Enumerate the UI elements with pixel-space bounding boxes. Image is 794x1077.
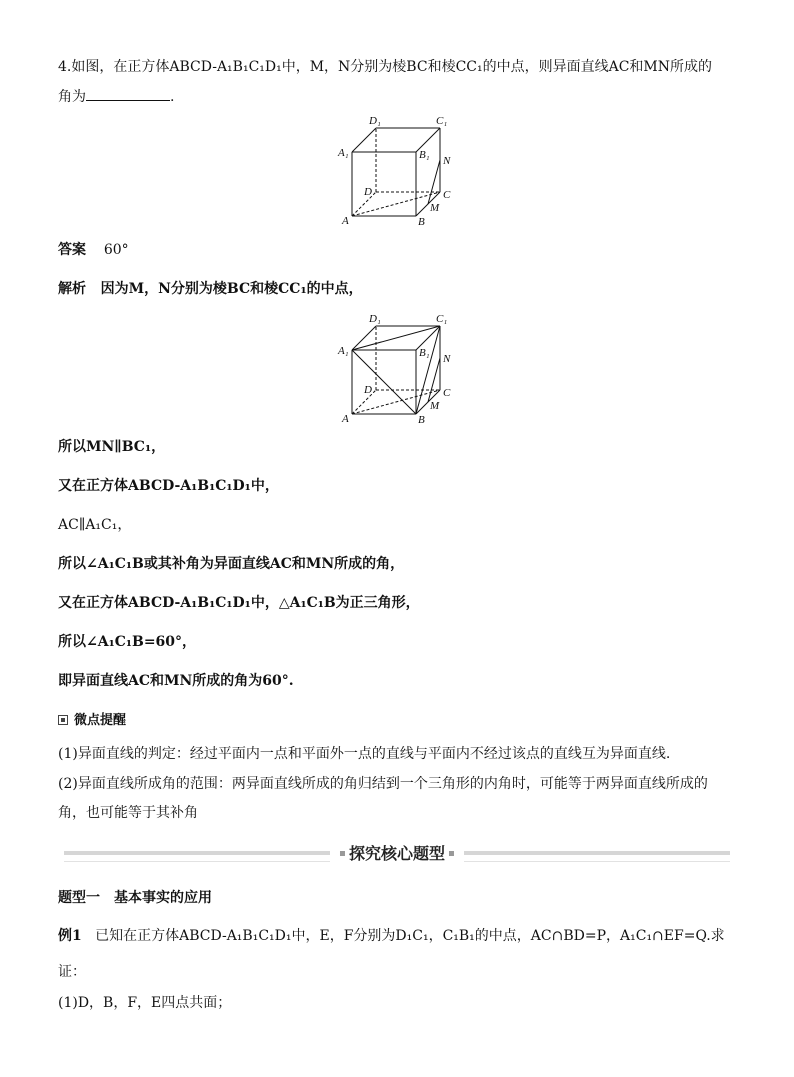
tip-icon: [58, 715, 68, 725]
problem-prefix: 角为: [58, 89, 86, 105]
tip-title: 微点提醒: [74, 713, 127, 728]
cube-figure-1: [336, 112, 460, 228]
label-B1: B₁: [419, 149, 430, 161]
label-A1: A₁: [338, 345, 349, 357]
analysis-text-1: 因为M，N分别为棱BC和棱CC₁的中点，: [100, 281, 363, 297]
example-line-2: 证：: [58, 964, 86, 980]
analysis-label: 解析: [58, 281, 86, 297]
label-D1: D₁: [369, 115, 381, 127]
analysis-line-2: 所以MN∥BC₁，: [58, 439, 166, 455]
example-label: 例1: [58, 928, 82, 944]
label-C: C: [443, 189, 451, 201]
answer-value: 60°: [103, 242, 129, 258]
label-B: B: [418, 414, 425, 426]
analysis-line-7: 所以∠A₁C₁B=60°，: [58, 634, 197, 650]
label-D: D: [364, 384, 372, 396]
banner-dot-right: [449, 851, 454, 856]
label-N: N: [443, 353, 451, 365]
tip-heading: [58, 711, 748, 731]
problem-line-2: [58, 86, 748, 107]
analysis-line-1: [58, 279, 748, 299]
label-M: M: [430, 202, 440, 214]
banner-dot-left: [340, 851, 345, 856]
label-N: N: [443, 155, 451, 167]
label-D: D: [364, 186, 372, 198]
analysis-line-4: AC∥A₁C₁，: [58, 517, 132, 533]
label-A1: A₁: [338, 147, 349, 159]
tip-item-1: (1)异面直线的判定：经过平面内一点和平面外一点的直线与平面内不经过该点的直线互为异面直线.: [58, 746, 671, 762]
section-title-text: 探究核心题型: [348, 844, 446, 863]
example-line-3: (1)D，B，F，E四点共面；: [58, 995, 232, 1011]
label-D1: D₁: [369, 313, 381, 325]
example-text-1: 已知在正方体ABCD-A₁B₁C₁D₁中，E，F分别为D₁C₁，C₁B₁的中点，AC∩BD=P，A₁C₁∩EF=Q.求: [95, 928, 725, 944]
example-line-1: [58, 926, 748, 946]
answer-blank: [86, 86, 170, 101]
answer-line: [58, 240, 748, 260]
analysis-line-6: 又在正方体ABCD-A₁B₁C₁D₁中，△A₁C₁B为正三角形，: [58, 595, 420, 611]
label-B1: B₁: [419, 347, 430, 359]
label-B: B: [418, 216, 425, 228]
problem-line-1: 4.如图，在正方体ABCD-A₁B₁C₁D₁中，M，N分别为棱BC和棱CC₁的中点，则异面直线AC和MN所成的: [58, 59, 713, 75]
cube-figure-2: [336, 310, 460, 426]
answer-label: 答案: [58, 242, 86, 258]
problem-suffix: .: [170, 89, 175, 105]
section-title: [330, 842, 464, 866]
analysis-line-3: 又在正方体ABCD-A₁B₁C₁D₁中，: [58, 478, 279, 494]
tip-item-2: (2)异面直线所成角的范围：两异面直线所成的角归结到一个三角形的内角时，可能等于两异面直线所成的: [58, 776, 708, 792]
label-M: M: [430, 400, 440, 412]
label-C1: C₁: [436, 313, 448, 325]
section-banner: [64, 842, 730, 868]
label-C1: C₁: [436, 115, 448, 127]
label-A: A: [342, 215, 349, 227]
tip-item-3: 角，也可能等于其补角: [58, 805, 198, 821]
label-A: A: [342, 413, 349, 425]
analysis-line-5: 所以∠A₁C₁B或其补角为异面直线AC和MN所成的角，: [58, 556, 405, 572]
topic-title: 题型一 基本事实的应用: [58, 890, 212, 906]
analysis-line-8: 即异面直线AC和MN所成的角为60°.: [58, 673, 294, 689]
label-C: C: [443, 387, 451, 399]
